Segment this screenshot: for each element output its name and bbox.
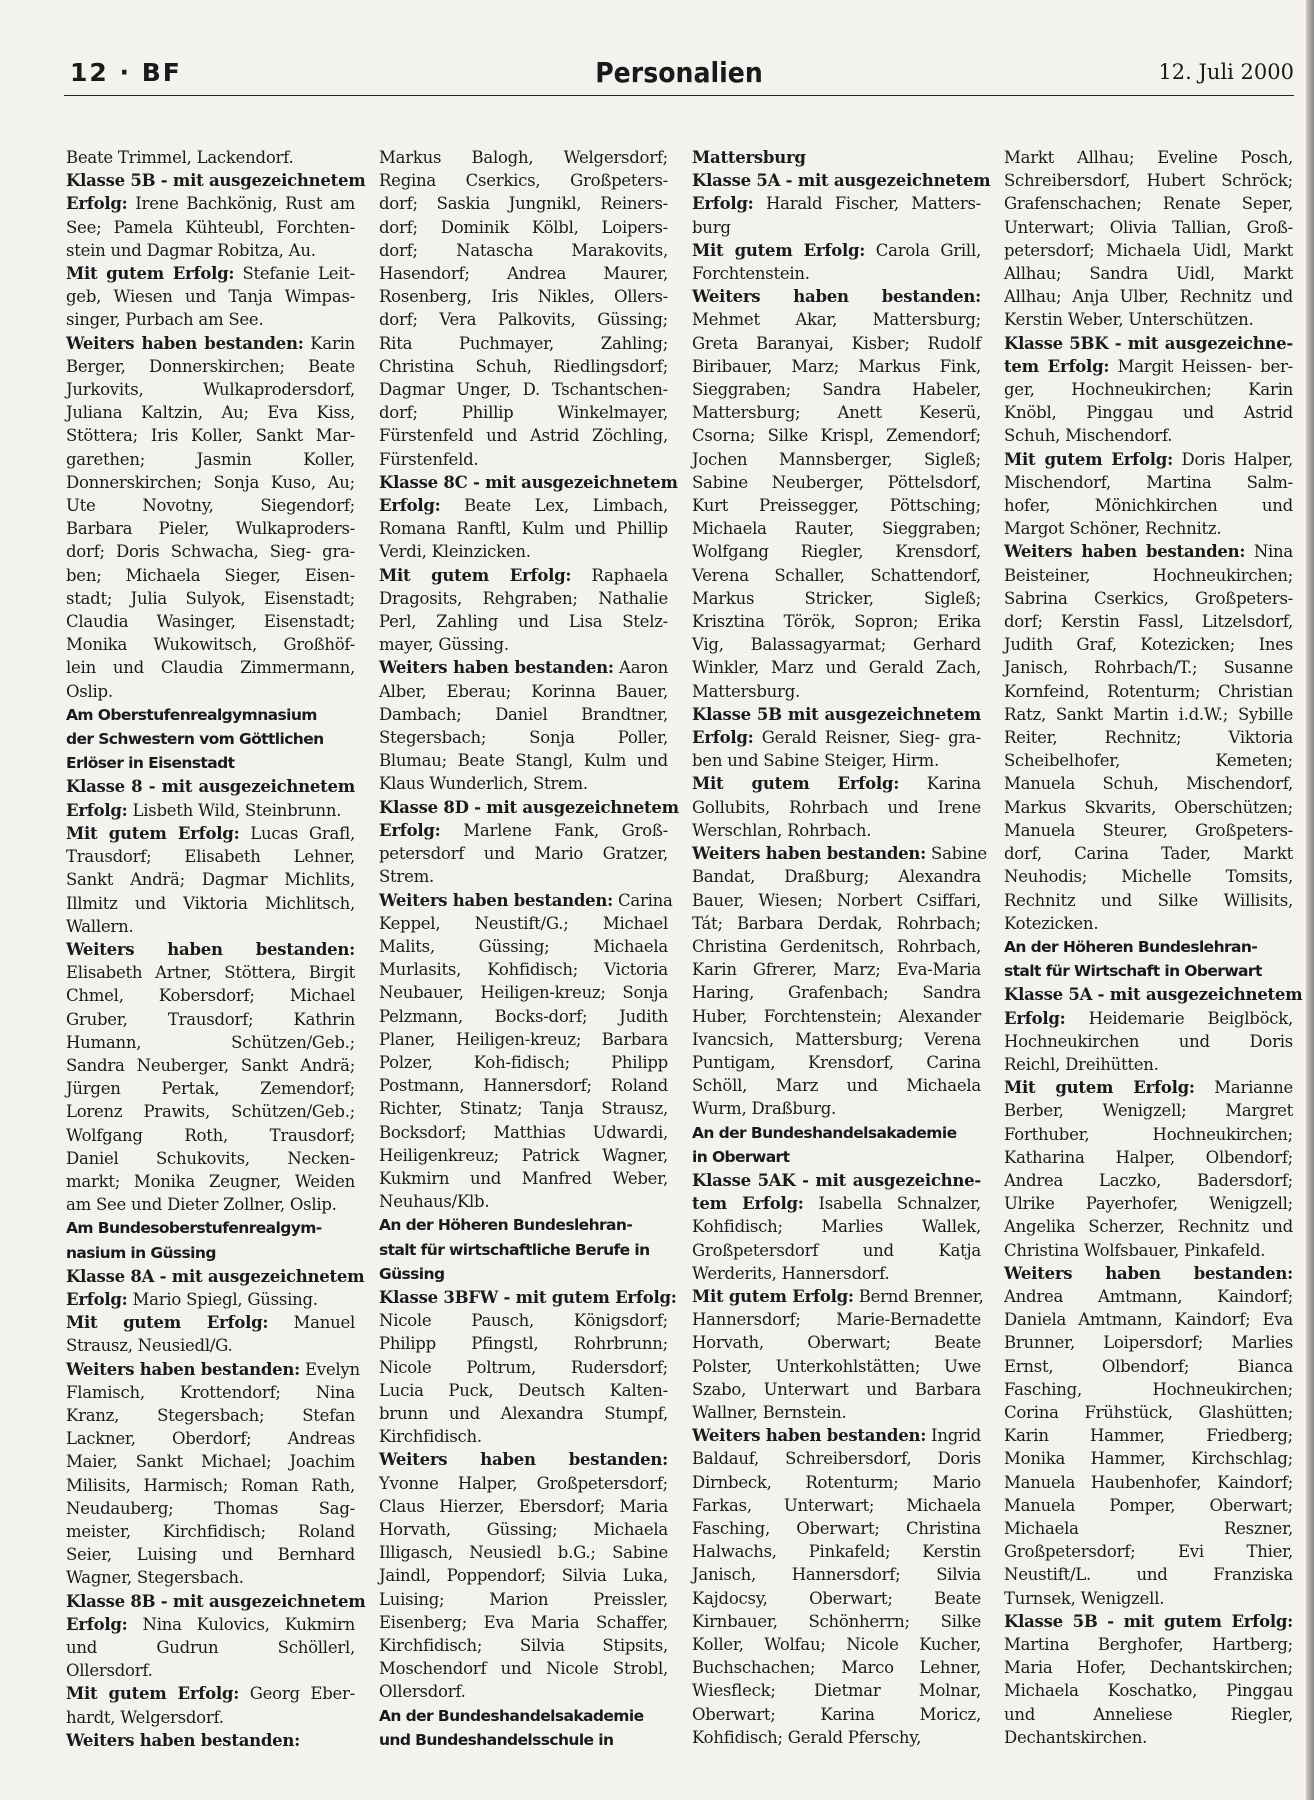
text-line: Forthuber, Hochneukirchen; — [1004, 1124, 1293, 1144]
text-line: Mit gutem Erfolg: Karina — [692, 774, 981, 794]
text-line: Kohfidisch; Marlies Wallek, — [692, 1217, 981, 1237]
text-line: Turnsek, Wenigzell. — [1004, 1588, 1165, 1608]
text-line: Lucia Puck, Deutsch Kalten- — [379, 1380, 668, 1400]
text-line: Erfolg: Heidemarie Beiglböck, — [1004, 1008, 1293, 1028]
text-line: meister, Kirchfidisch; Roland — [66, 1521, 355, 1541]
text-line: singer, Purbach am See. — [66, 310, 264, 330]
text-line: An der Bundeshandelsakademie — [379, 1706, 644, 1725]
text-line: Tát; Barbara Derdak, Rohrbach; — [692, 913, 981, 933]
text-line: Sabine Neuberger, Pöttelsdorf, — [692, 472, 981, 492]
text-line: Wolfgang Riegler, Krensdorf, — [692, 542, 981, 562]
text-line: Weiters haben bestanden: Nina — [1004, 542, 1293, 562]
text-line: Horvath, Oberwart; Beate — [692, 1333, 981, 1353]
text-line: Csorna; Silke Krispl, Zemendorf; — [692, 426, 981, 446]
text-line: Klasse 8D - mit ausgezeichnetem — [379, 797, 679, 817]
text-line: Jaindl, Poppendorf; Silvia Luka, — [379, 1566, 668, 1586]
text-line: Klasse 8B - mit ausgezeichnetem — [66, 1591, 366, 1611]
text-line: Erfolg: Beate Lex, Limbach, — [379, 496, 668, 516]
text-line: Kirnbauer, Schönherrn; Silke — [692, 1611, 981, 1631]
text-line: Milisits, Harmisch; Roman Rath, — [66, 1475, 355, 1495]
text-line: Kirchfidisch; Silvia Stipsits, — [379, 1636, 668, 1655]
text-line: lein und Claudia Zimmermann, — [66, 658, 355, 678]
text-line: Mattersburg — [692, 148, 806, 167]
text-line: Fasching, Oberwart; Christina — [692, 1518, 981, 1538]
text-line: Reichl, Dreihütten. — [1004, 1054, 1159, 1074]
text-column-1 — [66, 146, 366, 1752]
text-line: Stegersbach; Sonja Poller, — [379, 728, 668, 748]
text-line: Klasse 5B - mit ausgezeichnetem — [66, 171, 366, 191]
text-column-2 — [379, 146, 679, 1752]
text-line: Michaela Rauter, Sieggraben; — [692, 519, 981, 539]
text-line: Neudauberg; Thomas Sag- — [66, 1498, 355, 1518]
text-line: Wolfgang Roth, Trausdorf; — [66, 1125, 355, 1145]
header-rule — [64, 95, 1294, 96]
text-line: Murlasits, Kohfidisch; Victoria — [379, 960, 668, 980]
page-edge — [1306, 0, 1314, 1800]
text-line: Mit gutem Erfolg: Doris Halper, — [1004, 449, 1293, 469]
text-line: Juliana Kaltzin, Au; Eva Kiss, — [66, 403, 355, 423]
text-line: Huber, Forchtenstein; Alexander — [692, 1006, 981, 1026]
issue-date: 12. Juli 2000 — [1158, 60, 1294, 84]
text-line: Mit gutem Erfolg: Bernd Brenner, — [692, 1286, 984, 1306]
text-line: Erfolg: Marlene Fank, Groß- — [379, 820, 668, 840]
text-line: Mit gutem Erfolg: Marianne — [1004, 1078, 1294, 1098]
text-line: in Oberwart — [692, 1147, 790, 1166]
text-line: Wagner, Stegersbach. — [66, 1568, 244, 1588]
text-line: Szabo, Unterwart und Barbara — [692, 1379, 981, 1399]
text-line: Weiters haben bestanden: Carina — [379, 890, 673, 910]
text-line: Andrea Amtmann, Kaindorf; — [1004, 1286, 1293, 1306]
text-line: Neuhodis; Michelle Tomsits, — [1004, 867, 1293, 887]
text-line: Monika Hammer, Kirchschlag; — [1004, 1449, 1293, 1469]
text-line: Keppel, Neustift/G.; Michael — [379, 913, 668, 933]
text-line: Weiters haben bestanden: — [66, 939, 355, 959]
text-line: brunn und Alexandra Stumpf, — [379, 1403, 668, 1423]
text-line: Klaus Wunderlich, Strem. — [379, 774, 588, 794]
text-line: Am Bundesoberstufenrealgym- — [66, 1219, 322, 1238]
text-line: Kerstin Weber, Unterschützen. — [1004, 310, 1254, 330]
text-line: Klasse 8C - mit ausgezeichnetem — [379, 472, 678, 492]
text-line: Lackner, Oberdorf; Andreas — [66, 1429, 355, 1449]
text-line: Daniel Schukovits, Necken- — [66, 1148, 355, 1168]
text-line: Beate Trimmel, Lackendorf. — [66, 148, 294, 167]
text-line: Weiters haben bestanden: Evelyn — [66, 1359, 360, 1379]
text-line: See; Pamela Kühteubl, Forchten- — [66, 217, 355, 237]
text-line: Strem. — [379, 867, 434, 887]
text-line: Markus Skvarits, Oberschützen; — [1004, 797, 1293, 817]
text-line: Manuela Schuh, Mischendorf, — [1004, 774, 1293, 794]
text-line: stalt für wirtschaftliche Berufe in — [379, 1240, 650, 1259]
text-line: Weiters haben bestanden: — [66, 1730, 301, 1750]
text-line: Erfolg: Lisbeth Wild, Steinbrunn. — [66, 800, 342, 820]
text-line: An der Höheren Bundeslehran- — [379, 1216, 633, 1235]
text-line: Buchschachen; Marco Lehner, — [692, 1658, 981, 1678]
text-line: Christina Schuh, Riedlingsdorf; — [379, 356, 668, 376]
text-line: Karin Hammer, Friedberg; — [1004, 1426, 1293, 1446]
text-line: Verena Schaller, Schattendorf, — [692, 565, 981, 585]
text-line: Janisch, Hannersdorf; Silvia — [692, 1565, 981, 1585]
text-line: tem Erfolg: Margit Heissen- ber- — [1004, 356, 1294, 376]
text-line: stadt; Julia Sulyok, Eisenstadt; — [66, 588, 355, 608]
text-column-4 — [1004, 146, 1303, 1749]
text-line: ger, Hochneukirchen; Karin — [1004, 380, 1293, 400]
text-line: Mit gutem Erfolg: Carola Grill, — [692, 240, 981, 260]
text-line: hardt, Welgersdorf. — [66, 1707, 224, 1727]
text-line: Regina Cserkics, Großpeters- — [379, 171, 668, 191]
text-line: Seier, Luising und Bernhard — [66, 1545, 355, 1565]
text-line: ben; Michaela Sieger, Eisen- — [66, 565, 355, 585]
text-line: An der Höheren Bundeslehran- — [1004, 937, 1258, 956]
text-line: Klasse 5A - mit ausgezeichnetem — [692, 171, 991, 191]
text-line: dorf; Doris Schwacha, Sieg- gra- — [66, 542, 355, 562]
text-line: Allhau; Sandra Uidl, Markt — [1004, 264, 1293, 284]
text-line: Barbara Pieler, Wulkaproders- — [66, 519, 355, 539]
text-line: Moschendorf und Nicole Strobl, — [379, 1659, 668, 1679]
text-line: Fürstenfeld. — [379, 449, 479, 469]
text-line: Erfolg: Harald Fischer, Matters- — [692, 194, 981, 214]
text-line: Grafenschachen; Renate Seper, — [1004, 194, 1293, 214]
text-line: Klasse 5B mit ausgezeichnetem — [692, 704, 981, 724]
text-line: Kukmirn und Manfred Weber, — [379, 1168, 668, 1188]
text-line: Perl, Zahling und Lisa Stelz- — [379, 612, 668, 632]
text-line: Angelika Scherzer, Rechnitz und — [1004, 1217, 1293, 1237]
text-line: Eisenberg; Eva Maria Schaffer, — [379, 1612, 668, 1632]
text-line: Fasching, Hochneukirchen; — [1004, 1379, 1293, 1399]
text-line: An der Bundeshandelsakademie — [692, 1123, 957, 1142]
text-line: Weiters haben bestanden: — [1004, 1263, 1293, 1283]
text-line: Mischendorf, Martina Salm- — [1004, 472, 1293, 492]
text-line: dorf; Vera Palkovits, Güssing; — [379, 310, 668, 330]
text-line: Fürstenfeld und Astrid Zöchling, — [379, 426, 668, 446]
page-header — [64, 58, 1294, 100]
text-line: Romana Ranftl, Kulm und Phillip — [379, 519, 668, 539]
text-line: Manuela Pomper, Oberwart; — [1004, 1495, 1293, 1515]
text-line: petersdorf und Mario Gratzer, — [379, 844, 668, 864]
text-line: der Schwestern vom Göttlichen — [66, 730, 324, 749]
text-line: nasium in Güssing — [66, 1243, 216, 1262]
text-line: Wallern. — [66, 916, 134, 936]
text-line: dorf; Saskia Jungnikl, Reiners- — [379, 194, 668, 214]
text-line: Klasse 8 - mit ausgezeichnetem — [66, 777, 355, 797]
text-line: Christina Wolfsbauer, Pinkafeld. — [1004, 1240, 1266, 1260]
text-line: Luising; Marion Preissler, — [379, 1589, 668, 1609]
text-line: dorf; Dominik Kölbl, Loipers- — [379, 217, 668, 237]
text-line: Berber, Wenigzell; Margret — [1004, 1101, 1293, 1121]
text-line: Kranz, Stegersbach; Stefan — [66, 1405, 355, 1425]
text-line: Manuela Steurer, Großpeters- — [1004, 820, 1293, 840]
text-line: burg — [692, 217, 731, 237]
text-line: Dagmar Unger, D. Tschantschen- — [379, 380, 668, 400]
text-line: Polzer, Koh-fidisch; Philipp — [379, 1052, 668, 1072]
text-line: Ollersdorf. — [66, 1661, 153, 1681]
text-line: tem Erfolg: Isabella Schnalzer, — [692, 1194, 981, 1214]
text-line: Farkas, Unterwart; Michaela — [692, 1495, 981, 1515]
text-line: Christina Gerdenitsch, Rohrbach, — [692, 936, 981, 956]
text-line: und Gudrun Schöllerl, — [66, 1638, 355, 1657]
text-line: Erfolg: Gerald Reisner, Sieg- gra- — [692, 728, 981, 748]
text-line: dorf, Carina Tader, Markt — [1004, 844, 1293, 864]
text-line: hofer, Mönichkirchen und — [1004, 496, 1293, 516]
text-line: Knöbl, Pinggau und Astrid — [1004, 403, 1293, 423]
text-line: stein und Dagmar Robitza, Au. — [66, 240, 316, 260]
text-line: Heiligenkreuz; Patrick Wagner, — [379, 1145, 668, 1165]
text-line: Stöttera; Iris Koller, Sankt Mar- — [66, 426, 355, 446]
text-line: Mit gutem Erfolg: Lucas Grafl, — [66, 823, 355, 843]
text-line: Vig, Balassagyarmat; Gerhard — [692, 635, 981, 655]
text-line: Neuhaus/Klb. — [379, 1192, 490, 1212]
text-line: Wiesfleck; Dietmar Molnar, — [692, 1681, 981, 1701]
text-line: dorf; Phillip Winkelmayer, — [379, 403, 668, 423]
text-line: Donnerskirchen; Sonja Kuso, Au; — [66, 472, 355, 492]
text-column-3 — [692, 146, 991, 1749]
text-line: Katharina Halper, Olbendorf; — [1004, 1147, 1293, 1167]
text-line: Sankt Andrä; Dagmar Michlits, — [66, 870, 355, 890]
text-line: Puntigam, Krensdorf, Carina — [692, 1052, 981, 1072]
page-number: 12 · BF — [70, 58, 182, 87]
text-line: ben und Sabine Steiger, Hirm. — [692, 751, 939, 771]
text-line: Klasse 5BK - mit ausgezeichne- — [1004, 333, 1293, 353]
text-line: Jürgen Pertak, Zemendorf; — [66, 1079, 355, 1099]
text-line: Krisztina Török, Sopron; Erika — [692, 612, 981, 632]
text-line: Werderits, Hannersdorf. — [692, 1263, 890, 1283]
text-line: Forchtenstein. — [692, 264, 810, 284]
text-line: Manuela Haubenhofer, Kaindorf; — [1004, 1472, 1293, 1492]
text-line: Bauer, Wiesen; Norbert Csiffari, — [692, 890, 981, 910]
text-line: Daniela Amtmann, Kaindorf; Eva — [1004, 1310, 1293, 1330]
text-line: Mit gutem Erfolg: Manuel — [66, 1313, 355, 1333]
text-line: Andrea Laczko, Badersdorf; — [1004, 1170, 1293, 1190]
text-line: Martina Berghofer, Hartberg; — [1004, 1635, 1293, 1654]
text-line: Oberwart; Karina Moricz, — [692, 1704, 981, 1724]
text-line: Polster, Unterkohlstätten; Uwe — [692, 1356, 981, 1376]
text-line: Winkler, Marz und Gerald Zach, — [692, 658, 981, 678]
text-line: Markt Allhau; Eveline Posch, — [1004, 148, 1293, 167]
text-line: Rosenberg, Iris Nikles, Ollers- — [379, 287, 668, 307]
text-line: Pelzmann, Bocks-dorf; Judith — [379, 1006, 668, 1026]
text-line: Ernst, Olbendorf; Bianca — [1004, 1356, 1293, 1376]
text-line: Karin Gfrerer, Marz; Eva-Maria — [692, 960, 981, 980]
text-line: Werschlan, Rohrbach. — [692, 820, 872, 840]
text-line: Alber, Eberau; Korinna Bauer, — [379, 681, 668, 701]
text-line: Strausz, Neusiedl/G. — [66, 1336, 233, 1356]
text-line: Unterwart; Olivia Tallian, Groß- — [1004, 217, 1293, 237]
text-line: Janisch, Rohrbach/T.; Susanne — [1004, 658, 1293, 678]
text-line: Postmann, Hannersdorf; Roland — [379, 1076, 668, 1096]
text-line: Claus Hierzer, Ebersdorf; Maria — [379, 1496, 668, 1516]
text-line: Oslip. — [66, 681, 113, 701]
text-line: Nicole Poltrum, Rudersdorf; — [379, 1357, 668, 1377]
text-line: Dragosits, Rehgraben; Nathalie — [379, 588, 668, 608]
text-line: Illmitz und Viktoria Michlitsch, — [66, 893, 355, 913]
text-line: Sabrina Cserkics, Großpeters- — [1004, 588, 1293, 608]
text-line: Jurkovits, Wulkaprodersdorf, — [66, 380, 355, 400]
text-line: Berger, Donnerskirchen; Beate — [66, 356, 355, 376]
text-line: Weiters haben bestanden: — [692, 287, 981, 307]
text-line: Klasse 3BFW - mit gutem Erfolg: — [379, 1287, 677, 1307]
text-line: Allhau; Anja Ulber, Rechnitz und — [1004, 287, 1293, 307]
text-line: Illigasch, Neusiedl b.G.; Sabine — [379, 1543, 668, 1563]
text-line: Bandat, Draßburg; Alexandra — [692, 867, 981, 887]
text-line: Verdi, Kleinzicken. — [379, 542, 531, 562]
text-line: Erlöser in Eisenstadt — [66, 754, 235, 773]
text-line: Koller, Wolfau; Nicole Kucher, — [692, 1635, 981, 1654]
text-line: Yvonne Halper, Großpetersdorf; — [379, 1473, 668, 1493]
text-line: geb, Wiesen und Tanja Wimpas- — [66, 287, 355, 307]
text-line: Ratz, Sankt Martin i.d.W.; Sybille — [1004, 704, 1293, 724]
text-line: Flamisch, Krottendorf; Nina — [66, 1382, 355, 1402]
text-line: Michaela Koschatko, Pinggau — [1004, 1681, 1293, 1701]
text-line: Kirchfidisch. — [379, 1427, 482, 1447]
text-line: dorf; Kerstin Fassl, Litzelsdorf, — [1004, 612, 1293, 632]
text-line: Kotezicken. — [1004, 913, 1099, 933]
text-line: stalt für Wirtschaft in Oberwart — [1004, 962, 1262, 981]
text-line: Weiters haben bestanden: Aaron — [379, 658, 668, 678]
text-line: Weiters haben bestanden: Ingrid — [692, 1426, 981, 1446]
text-line: Halwachs, Pinkafeld; Kerstin — [692, 1542, 981, 1562]
text-line: Klasse 8A - mit ausgezeichnetem — [66, 1266, 365, 1286]
text-line: Maier, Sankt Michael; Joachim — [66, 1452, 355, 1472]
text-line: Planer, Heiligen-kreuz; Barbara — [379, 1029, 668, 1049]
text-line: Ollersdorf. — [379, 1682, 466, 1702]
text-line: Klasse 5B - mit gutem Erfolg: — [1004, 1611, 1293, 1631]
text-line: Dechantskirchen. — [1004, 1727, 1148, 1747]
text-line: Erfolg: Nina Kulovics, Kukmirn — [66, 1614, 355, 1634]
text-line: Rita Puchmayer, Zahling; — [379, 333, 668, 353]
text-line: Dambach; Daniel Brandtner, — [379, 704, 668, 724]
text-line: Neubauer, Heiligen-kreuz; Sonja — [379, 983, 668, 1003]
text-line: Gollubits, Rohrbach und Irene — [692, 797, 981, 817]
text-line: Monika Wukowitsch, Großhöf- — [66, 635, 355, 655]
text-line: Philipp Pfingstl, Rohrbrunn; — [379, 1334, 668, 1354]
text-line: garethen; Jasmin Koller, — [66, 449, 355, 469]
text-line: Mit gutem Erfolg: Georg Eber- — [66, 1684, 355, 1704]
text-line: Michaela Reszner, — [1004, 1518, 1293, 1538]
text-line: Schuh, Mischendorf. — [1004, 426, 1173, 446]
text-line: Schreibersdorf, Hubert Schröck; — [1004, 171, 1293, 191]
text-line: Gruber, Trausdorf; Kathrin — [66, 1009, 355, 1029]
text-line: Kurt Preissegger, Pöttsching; — [692, 496, 981, 516]
text-line: Ivancsich, Mattersburg; Verena — [692, 1029, 981, 1049]
text-line: und Anneliese Riegler, — [1004, 1704, 1293, 1724]
text-line: Richter, Stinatz; Tanja Strausz, — [379, 1099, 668, 1119]
text-line: Nicole Pausch, Königsdorf; — [379, 1311, 668, 1331]
text-line: Kornfeind, Rotenturm; Christian — [1004, 681, 1293, 701]
text-line: Beisteiner, Hochneukirchen; — [1004, 565, 1293, 585]
text-line: Wurm, Draßburg. — [692, 1099, 837, 1119]
text-line: markt; Monika Zeugner, Weiden — [66, 1171, 355, 1191]
text-line: Am Oberstufenrealgymnasium — [66, 705, 317, 724]
text-line: Baldauf, Schreibersdorf, Doris — [692, 1449, 981, 1469]
text-line: Rechnitz und Silke Willisits, — [1004, 890, 1293, 910]
text-line: Sandra Neuberger, Sankt Andrä; — [66, 1055, 355, 1075]
text-line: Markus Stricker, Sigleß; — [692, 588, 981, 608]
text-line: Judith Graf, Kotezicken; Ines — [1004, 635, 1293, 655]
text-line: Biribauer, Marz; Markus Fink, — [692, 356, 981, 376]
text-line: Mit gutem Erfolg: Raphaela — [379, 565, 668, 585]
text-line: Erfolg: Mario Spiegl, Güssing. — [66, 1289, 318, 1309]
text-line: Mattersburg; Anett Keserü, — [692, 403, 981, 423]
text-line: Schöll, Marz und Michaela — [692, 1076, 981, 1096]
text-line: Trausdorf; Elisabeth Lehner, — [66, 847, 355, 867]
text-line: Claudia Wasinger, Eisenstadt; — [66, 612, 355, 632]
text-line: Kohfidisch; Gerald Pferschy, — [692, 1727, 922, 1747]
text-line: Dirnbeck, Rotenturm; Mario — [692, 1472, 981, 1492]
text-line: Sieggraben; Sandra Habeler, — [692, 380, 981, 400]
text-line: Scheibelhofer, Kemeten; — [1004, 751, 1293, 771]
text-line: und Bundeshandelsschule in — [379, 1730, 614, 1749]
text-line: Güssing — [379, 1264, 445, 1283]
section-title: Personalien — [595, 56, 763, 89]
text-line: Hannersdorf; Marie-Bernadette — [692, 1310, 981, 1330]
text-line: Neustift/L. und Franziska — [1004, 1565, 1293, 1585]
text-line: Klasse 5AK - mit ausgezeichne- — [692, 1170, 981, 1190]
text-line: Maria Hofer, Dechantskirchen; — [1004, 1658, 1293, 1678]
text-line: Lorenz Prawits, Schützen/Geb.; — [66, 1102, 355, 1122]
text-line: Jochen Mannsberger, Sigleß; — [692, 449, 981, 469]
text-line: Bocksdorf; Matthias Udwardi, — [379, 1122, 668, 1142]
text-line: Greta Baranyai, Kisber; Rudolf — [692, 333, 981, 353]
text-line: dorf; Natascha Marakovits, — [379, 240, 668, 260]
text-line: Ulrike Payerhofer, Wenigzell; — [1004, 1194, 1293, 1214]
text-line: Hochneukirchen und Doris — [1004, 1031, 1293, 1051]
text-line: mayer, Güssing. — [379, 635, 509, 655]
text-line: Markus Balogh, Welgersdorf; — [379, 148, 668, 167]
text-line: Blumau; Beate Stangl, Kulm und — [379, 751, 668, 771]
text-line: Corina Frühstück, Glashütten; — [1004, 1402, 1293, 1422]
text-line: Chmel, Kobersdorf; Michael — [66, 986, 355, 1006]
text-line: Klasse 5A - mit ausgezeichnetem — [1004, 985, 1303, 1005]
text-line: Hasendorf; Andrea Maurer, — [379, 264, 668, 284]
text-line: Weiters haben bestanden: Sabine — [692, 844, 987, 864]
text-line: Haring, Grafenbach; Sandra — [692, 983, 981, 1003]
text-line: Humann, Schützen/Geb.; — [66, 1032, 355, 1052]
text-line: Horvath, Güssing; Michaela — [379, 1519, 668, 1539]
text-line: Reiter, Rechnitz; Viktoria — [1004, 728, 1293, 748]
text-line: Mattersburg. — [692, 681, 800, 701]
text-line: petersdorf; Michaela Uidl, Markt — [1004, 240, 1293, 260]
text-line: Malits, Güssing; Michaela — [379, 936, 668, 956]
text-line: Elisabeth Artner, Stöttera, Birgit — [66, 963, 355, 983]
text-line: am See und Dieter Zollner, Oslip. — [66, 1195, 337, 1215]
text-line: Weiters haben bestanden: Karin — [66, 333, 356, 353]
text-line: Margot Schöner, Rechnitz. — [1004, 519, 1222, 539]
text-line: Großpetersdorf; Evi Thier, — [1004, 1542, 1293, 1562]
text-line: Erfolg: Irene Bachkönig, Rust am — [66, 194, 355, 214]
text-line: Brunner, Loipersdorf; Marlies — [1004, 1333, 1293, 1353]
text-line: Wallner, Bernstein. — [692, 1402, 847, 1422]
text-line: Mehmet Akar, Mattersburg; — [692, 310, 981, 330]
text-line: Großpetersdorf und Katja — [692, 1240, 981, 1260]
text-line: Mit gutem Erfolg: Stefanie Leit- — [66, 264, 355, 284]
text-line: Kajdocsy, Oberwart; Beate — [692, 1588, 981, 1608]
text-line: Ute Novotny, Siegendorf; — [66, 496, 355, 516]
text-line: Weiters haben bestanden: — [379, 1450, 668, 1470]
